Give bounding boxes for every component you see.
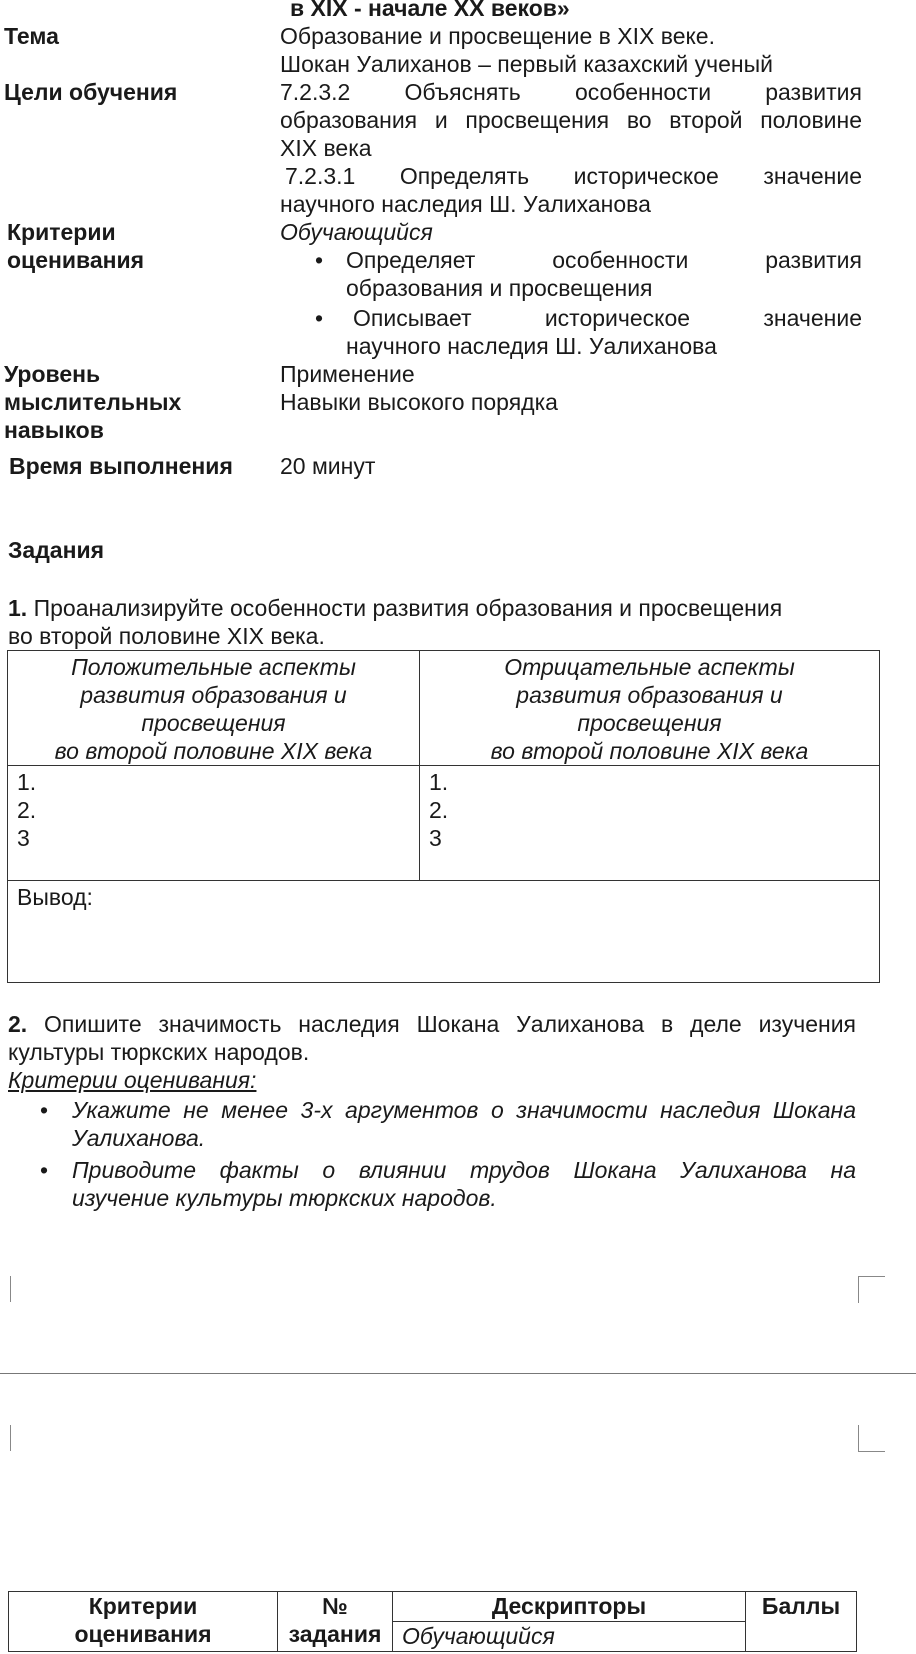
page-separator: [0, 1373, 916, 1374]
time-label: Время выполнения: [9, 453, 233, 479]
rubric-table: [8, 1591, 857, 1652]
positive-header-line: просвещения: [141, 710, 286, 736]
task1-number: 1.: [8, 595, 28, 621]
task1-text-line2: во второй половине XIX века.: [8, 623, 325, 649]
goals-label: Цели обучения: [4, 79, 178, 105]
learner-label: Обучающийся: [280, 219, 433, 245]
negative-header-cell: [420, 651, 880, 766]
bullet-icon: •: [40, 1157, 49, 1183]
task2-text: Опишите значимость наследия Шокана Уалиханова в деле изучения: [44, 1011, 856, 1037]
list-item: 1.: [17, 769, 37, 795]
level-label-2: мыслительных: [4, 389, 182, 415]
topic-value-line1: Образование и просвещение в XIX веке.: [280, 23, 715, 49]
list-item: 3: [429, 825, 442, 851]
positive-header-line: развития образования и: [80, 682, 347, 708]
conclusion-cell[interactable]: [8, 881, 880, 983]
criteria-bullet1-line2: образования и просвещения: [346, 275, 653, 301]
level-label-1: Уровень: [4, 361, 101, 387]
crop-mark: [858, 1276, 885, 1303]
crop-mark: [858, 1425, 885, 1452]
negative-header-line: Отрицательные аспекты: [504, 654, 795, 680]
list-item: 2.: [17, 797, 37, 823]
criteria-label-2: оценивания: [7, 247, 145, 273]
negative-header-line: развития образования и: [516, 682, 783, 708]
conclusion-label: Вывод:: [17, 884, 93, 910]
rubric-learner-subheader: Обучающийся: [393, 1622, 746, 1652]
level-value-1: Применение: [280, 361, 415, 387]
bullet-icon: •: [315, 305, 324, 331]
goal2-line2: научного наследия Ш. Уалиханова: [280, 191, 651, 217]
task1-text: Проанализируйте особенности развития образования и просвещения: [33, 595, 783, 621]
task2-criterion2-line2: изучение культуры тюркских народов.: [72, 1185, 497, 1211]
positive-header-cell: [8, 651, 420, 766]
goal1-line3: XIX века: [280, 135, 372, 161]
level-value-2: Навыки высокого порядка: [280, 389, 558, 415]
bullet-icon: •: [40, 1097, 49, 1123]
rubric-descriptors-header: Дескрипторы: [393, 1592, 746, 1622]
rubric-points-header: Баллы: [746, 1592, 857, 1652]
topic-value-line2: Шокан Уалиханов – первый казахский ученый: [280, 51, 774, 77]
task2-number: 2.: [8, 1011, 28, 1037]
criteria-bullet2-line1: Описывает историческое значение: [353, 305, 862, 331]
tasks-heading: Задания: [8, 537, 105, 563]
goal1-line1: 7.2.3.2 Объяснять особенности развития: [280, 79, 862, 105]
bullet-icon: •: [315, 247, 324, 273]
rubric-criteria-header: Критерии оценивания: [9, 1592, 278, 1652]
list-item: 2.: [429, 797, 449, 823]
rubric-task-number-header: № задания: [278, 1592, 393, 1652]
criteria-label-1: Критерии: [7, 219, 116, 245]
positive-header-line: Положительные аспекты: [71, 654, 356, 680]
topic-label: Тема: [4, 23, 59, 49]
negative-answer-cell[interactable]: [420, 766, 880, 881]
time-value: 20 минут: [280, 453, 376, 479]
task2-criterion1-line1: Укажите не менее 3-х аргументов о значимости наследия Шокана: [72, 1097, 856, 1123]
list-item: 1.: [429, 769, 449, 795]
task1-text-line1: [8, 594, 782, 622]
task2-criteria-label: Критерии оценивания:: [8, 1067, 257, 1093]
negative-header-line: просвещения: [577, 710, 722, 736]
crop-mark: [0, 1425, 11, 1451]
task2-criterion2-line1: Приводите факты о влиянии трудов Шокана Уалиханова на: [72, 1157, 856, 1183]
page-title-fragment: в XIX - начале XX веков»: [290, 0, 570, 21]
level-label-3: навыков: [4, 417, 104, 443]
positive-header-line: во второй половине XIX века: [54, 738, 373, 764]
task2-text-line1: [8, 1010, 856, 1038]
criteria-bullet1-line1: Определяет особенности развития: [346, 247, 862, 273]
crop-mark: [0, 1276, 11, 1302]
negative-header-line: во второй половине XIX века: [490, 738, 809, 764]
criteria-bullet2-line2: научного наследия Ш. Уалиханова: [346, 333, 717, 359]
task1-table: [7, 650, 880, 983]
goal1-line2: образования и просвещения во второй половине: [280, 107, 862, 133]
list-item: 3: [17, 825, 30, 851]
goal2-line1: 7.2.3.1 Определять историческое значение: [285, 163, 862, 189]
task2-text-line2: культуры тюркских народов.: [8, 1039, 310, 1065]
task2-criterion1-line2: Уалиханова.: [72, 1125, 206, 1151]
positive-answer-cell[interactable]: [8, 766, 420, 881]
